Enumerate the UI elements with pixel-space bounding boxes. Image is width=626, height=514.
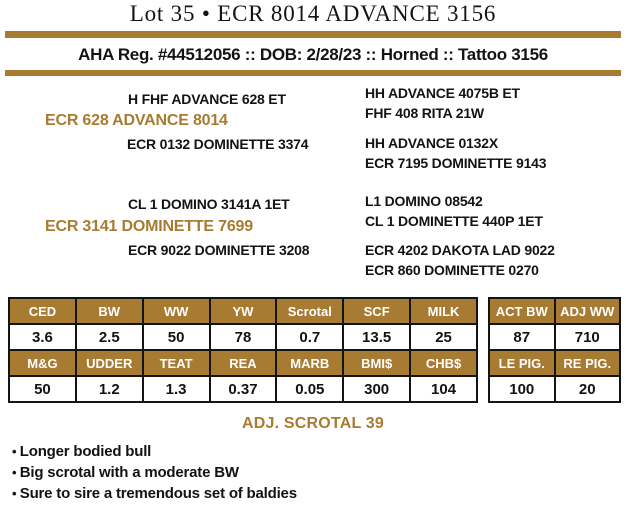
dam-maternal-granddam-name: ECR 860 DOMINETTE 0270: [365, 262, 539, 278]
epd-header-cell: YW: [210, 298, 277, 324]
epd-value-cell: 1.3: [143, 376, 210, 402]
performance-header-cell: ACT BW: [489, 298, 555, 324]
epd-value-cell: 0.7: [276, 324, 343, 350]
performance-header-cell: LE PIG.: [489, 350, 555, 376]
epd-value-row-2: [9, 376, 477, 402]
performance-value-cell: 100: [489, 376, 555, 402]
epd-value-cell: 0.37: [210, 376, 277, 402]
dam-paternal-granddam-name: CL 1 DOMINETTE 440P 1ET: [365, 213, 543, 229]
epd-header-row-2: [9, 350, 477, 376]
note-item: • Sure to sire a tremendous set of baldies: [12, 483, 297, 504]
lot-title: Lot 35 • ECR 8014 ADVANCE 3156: [129, 1, 497, 26]
epd-header-cell: Scrotal: [276, 298, 343, 324]
epd-header-cell: M&G: [9, 350, 76, 376]
dam-name: ECR 3141 DOMINETTE 7699: [45, 218, 253, 235]
performance-value-cell: 20: [555, 376, 621, 402]
epd-header-cell: SCF: [343, 298, 410, 324]
performance-header-cell: RE PIG.: [555, 350, 621, 376]
epd-value-row-1: [9, 324, 477, 350]
epd-value-cell: 78: [210, 324, 277, 350]
sire-maternal-grandsire-name: HH ADVANCE 0132X: [365, 135, 498, 151]
performance-header-row-1: [489, 298, 620, 324]
epd-header-cell: TEAT: [143, 350, 210, 376]
epd-header-cell: MARB: [276, 350, 343, 376]
epd-header-cell: REA: [210, 350, 277, 376]
epd-header-cell: UDDER: [76, 350, 143, 376]
epd-value-cell: 25: [410, 324, 477, 350]
performance-header-row-2: [489, 350, 620, 376]
note-item: • Big scrotal with a moderate BW: [12, 462, 297, 483]
epd-header-cell: CED: [9, 298, 76, 324]
performance-value-cell: 710: [555, 324, 621, 350]
sire-sire-name: H FHF ADVANCE 628 ET: [128, 91, 286, 107]
epd-header-cell: CHB$: [410, 350, 477, 376]
dam-maternal-grandsire-name: ECR 4202 DAKOTA LAD 9022: [365, 242, 555, 258]
performance-value-cell: 87: [489, 324, 555, 350]
epd-value-cell: 1.2: [76, 376, 143, 402]
epd-value-cell: 104: [410, 376, 477, 402]
adj-scrotal-label: ADJ. SCROTAL 39: [242, 415, 384, 432]
epd-value-cell: 50: [143, 324, 210, 350]
epd-header-cell: MILK: [410, 298, 477, 324]
sale-notes: [12, 441, 297, 504]
epd-header-cell: WW: [143, 298, 210, 324]
performance-header-cell: ADJ WW: [555, 298, 621, 324]
performance-value-row-2: [489, 376, 620, 402]
note-item: • Longer bodied bull: [12, 441, 297, 462]
epd-header-cell: BW: [76, 298, 143, 324]
sire-dam-name: ECR 0132 DOMINETTE 3374: [127, 136, 309, 152]
sire-maternal-granddam-name: ECR 7195 DOMINETTE 9143: [365, 155, 547, 171]
dam-dam-name: ECR 9022 DOMINETTE 3208: [128, 242, 310, 258]
epd-value-cell: 300: [343, 376, 410, 402]
epd-header-cell: BMI$: [343, 350, 410, 376]
epd-value-cell: 3.6: [9, 324, 76, 350]
epd-value-cell: 50: [9, 376, 76, 402]
performance-value-row-1: [489, 324, 620, 350]
performance-table: [488, 297, 621, 403]
sire-paternal-granddam-name: FHF 408 RITA 21W: [365, 105, 484, 121]
epd-value-cell: 0.05: [276, 376, 343, 402]
dam-sire-name: CL 1 DOMINO 3141A 1ET: [128, 196, 290, 212]
sire-paternal-grandsire-name: HH ADVANCE 4075B ET: [365, 85, 520, 101]
gold-divider-bottom: [5, 70, 621, 76]
gold-divider-top: [5, 31, 621, 38]
epd-table: [8, 297, 478, 403]
epd-header-row-1: [9, 298, 477, 324]
sire-name: ECR 628 ADVANCE 8014: [45, 112, 228, 129]
epd-value-cell: 2.5: [76, 324, 143, 350]
dam-paternal-grandsire-name: L1 DOMINO 08542: [365, 193, 483, 209]
registration-info: AHA Reg. #44512056 :: DOB: 2/28/23 :: Horned :: Tattoo 3156: [78, 45, 548, 64]
epd-value-cell: 13.5: [343, 324, 410, 350]
